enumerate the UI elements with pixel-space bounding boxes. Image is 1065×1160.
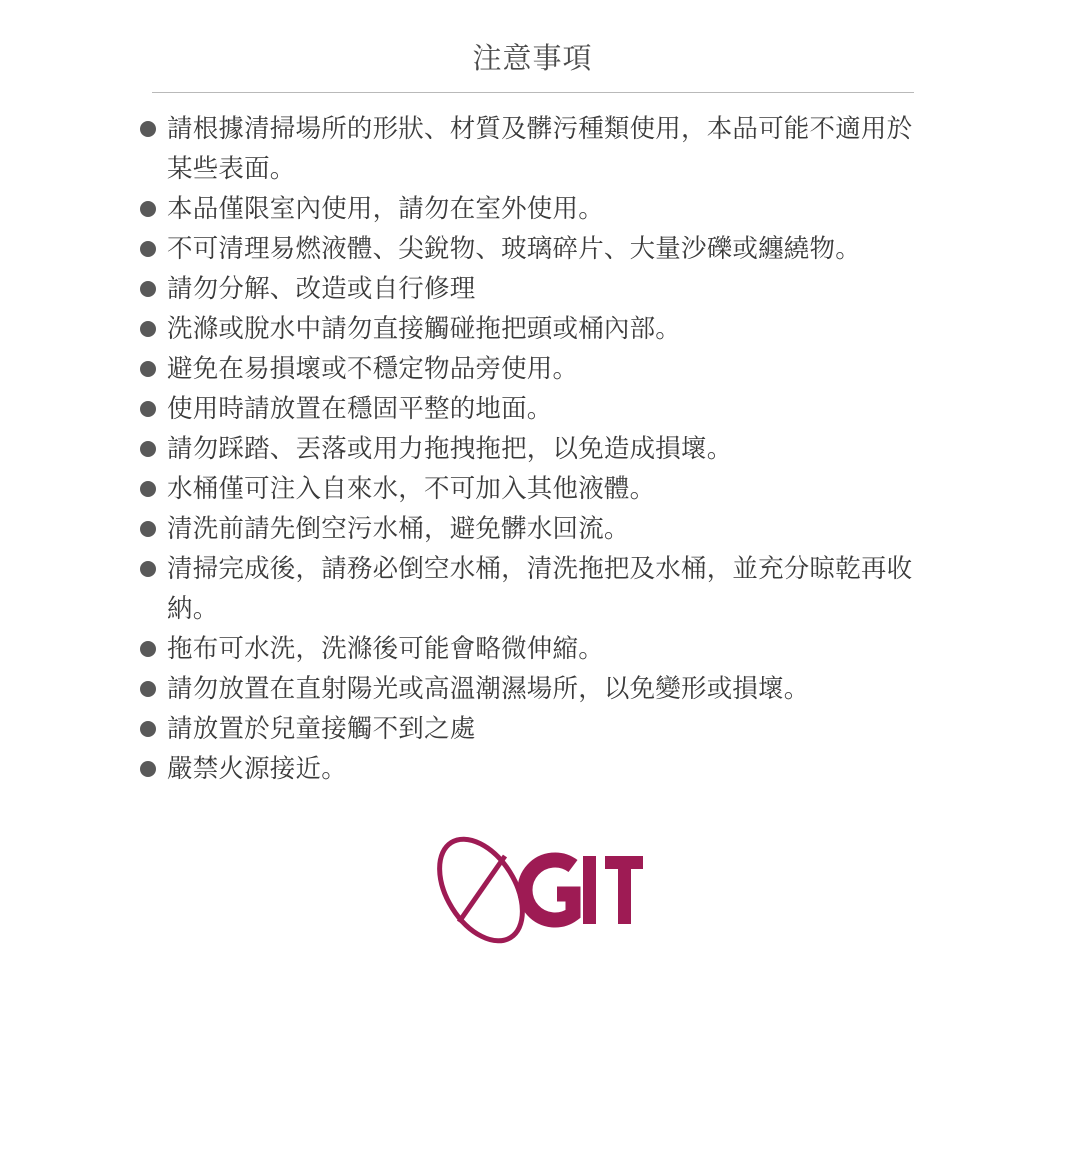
list-item-label: 使用時請放置在穩固平整的地面。	[167, 394, 553, 424]
list-item	[140, 709, 930, 749]
page-title: 注意事項	[472, 41, 593, 75]
list-item-label: 不可清理易燃液體、尖銳物、玻璃碎片、大量沙礫或纏繞物。	[167, 234, 861, 264]
list-item-label: 請勿放置在直射陽光或高溫潮濕場所，以免變形或損壞。	[167, 674, 810, 704]
list-item-label: 本品僅限室內使用，請勿在室外使用。	[167, 194, 604, 224]
list-item	[140, 749, 930, 789]
list-item-label: 清掃完成後，請務必倒空水桶，清洗拖把及水桶，並充分晾乾再收納。	[167, 554, 913, 624]
bullet-icon	[140, 761, 156, 777]
list-item-label: 嚴禁火源接近。	[167, 754, 347, 784]
list-item	[140, 429, 930, 469]
list-item-label: 請勿踩踏、丟落或用力拖拽拖把，以免造成損壞。	[167, 434, 733, 464]
list-item-label: 請勿分解、改造或自行修理	[167, 274, 476, 304]
bullet-icon	[140, 241, 156, 257]
bullet-icon	[140, 361, 156, 377]
list-item	[140, 269, 930, 309]
list-item	[140, 309, 930, 349]
bullet-icon	[140, 441, 156, 457]
list-item	[140, 549, 930, 629]
list-item	[140, 389, 930, 429]
bullet-icon	[140, 521, 156, 537]
list-item-label: 請放置於兒童接觸不到之處	[167, 714, 476, 744]
bullet-icon	[140, 321, 156, 337]
list-item	[140, 229, 930, 269]
bullet-icon	[140, 721, 156, 737]
list-item	[140, 189, 930, 229]
bullet-icon	[140, 641, 156, 657]
bullet-icon	[140, 281, 156, 297]
list-item	[140, 509, 930, 549]
bullet-icon	[140, 681, 156, 697]
ogit-logo-icon	[423, 828, 643, 953]
list-item-label: 請根據清掃場所的形狀、材質及髒污種類使用，本品可能不適用於某些表面。	[167, 114, 913, 184]
bullet-icon	[140, 561, 156, 577]
bullet-icon	[140, 201, 156, 217]
list-item	[140, 669, 930, 709]
list-item	[140, 349, 930, 389]
bullet-icon	[140, 401, 156, 417]
notes-list	[140, 93, 930, 789]
list-item-label: 避免在易損壞或不穩定物品旁使用。	[167, 354, 579, 384]
list-item	[140, 629, 930, 669]
bullet-icon	[140, 481, 156, 497]
list-item	[140, 469, 930, 509]
list-item-label: 洗滌或脫水中請勿直接觸碰拖把頭或桶內部。	[167, 314, 682, 344]
brand-logo	[0, 828, 1065, 953]
list-item-label: 水桶僅可注入自來水，不可加入其他液體。	[167, 474, 656, 504]
bullet-icon	[140, 121, 156, 137]
list-item-label: 拖布可水洗，洗滌後可能會略微伸縮。	[167, 634, 604, 664]
list-item-label: 清洗前請先倒空污水桶，避免髒水回流。	[167, 514, 630, 544]
list-item	[140, 109, 930, 189]
